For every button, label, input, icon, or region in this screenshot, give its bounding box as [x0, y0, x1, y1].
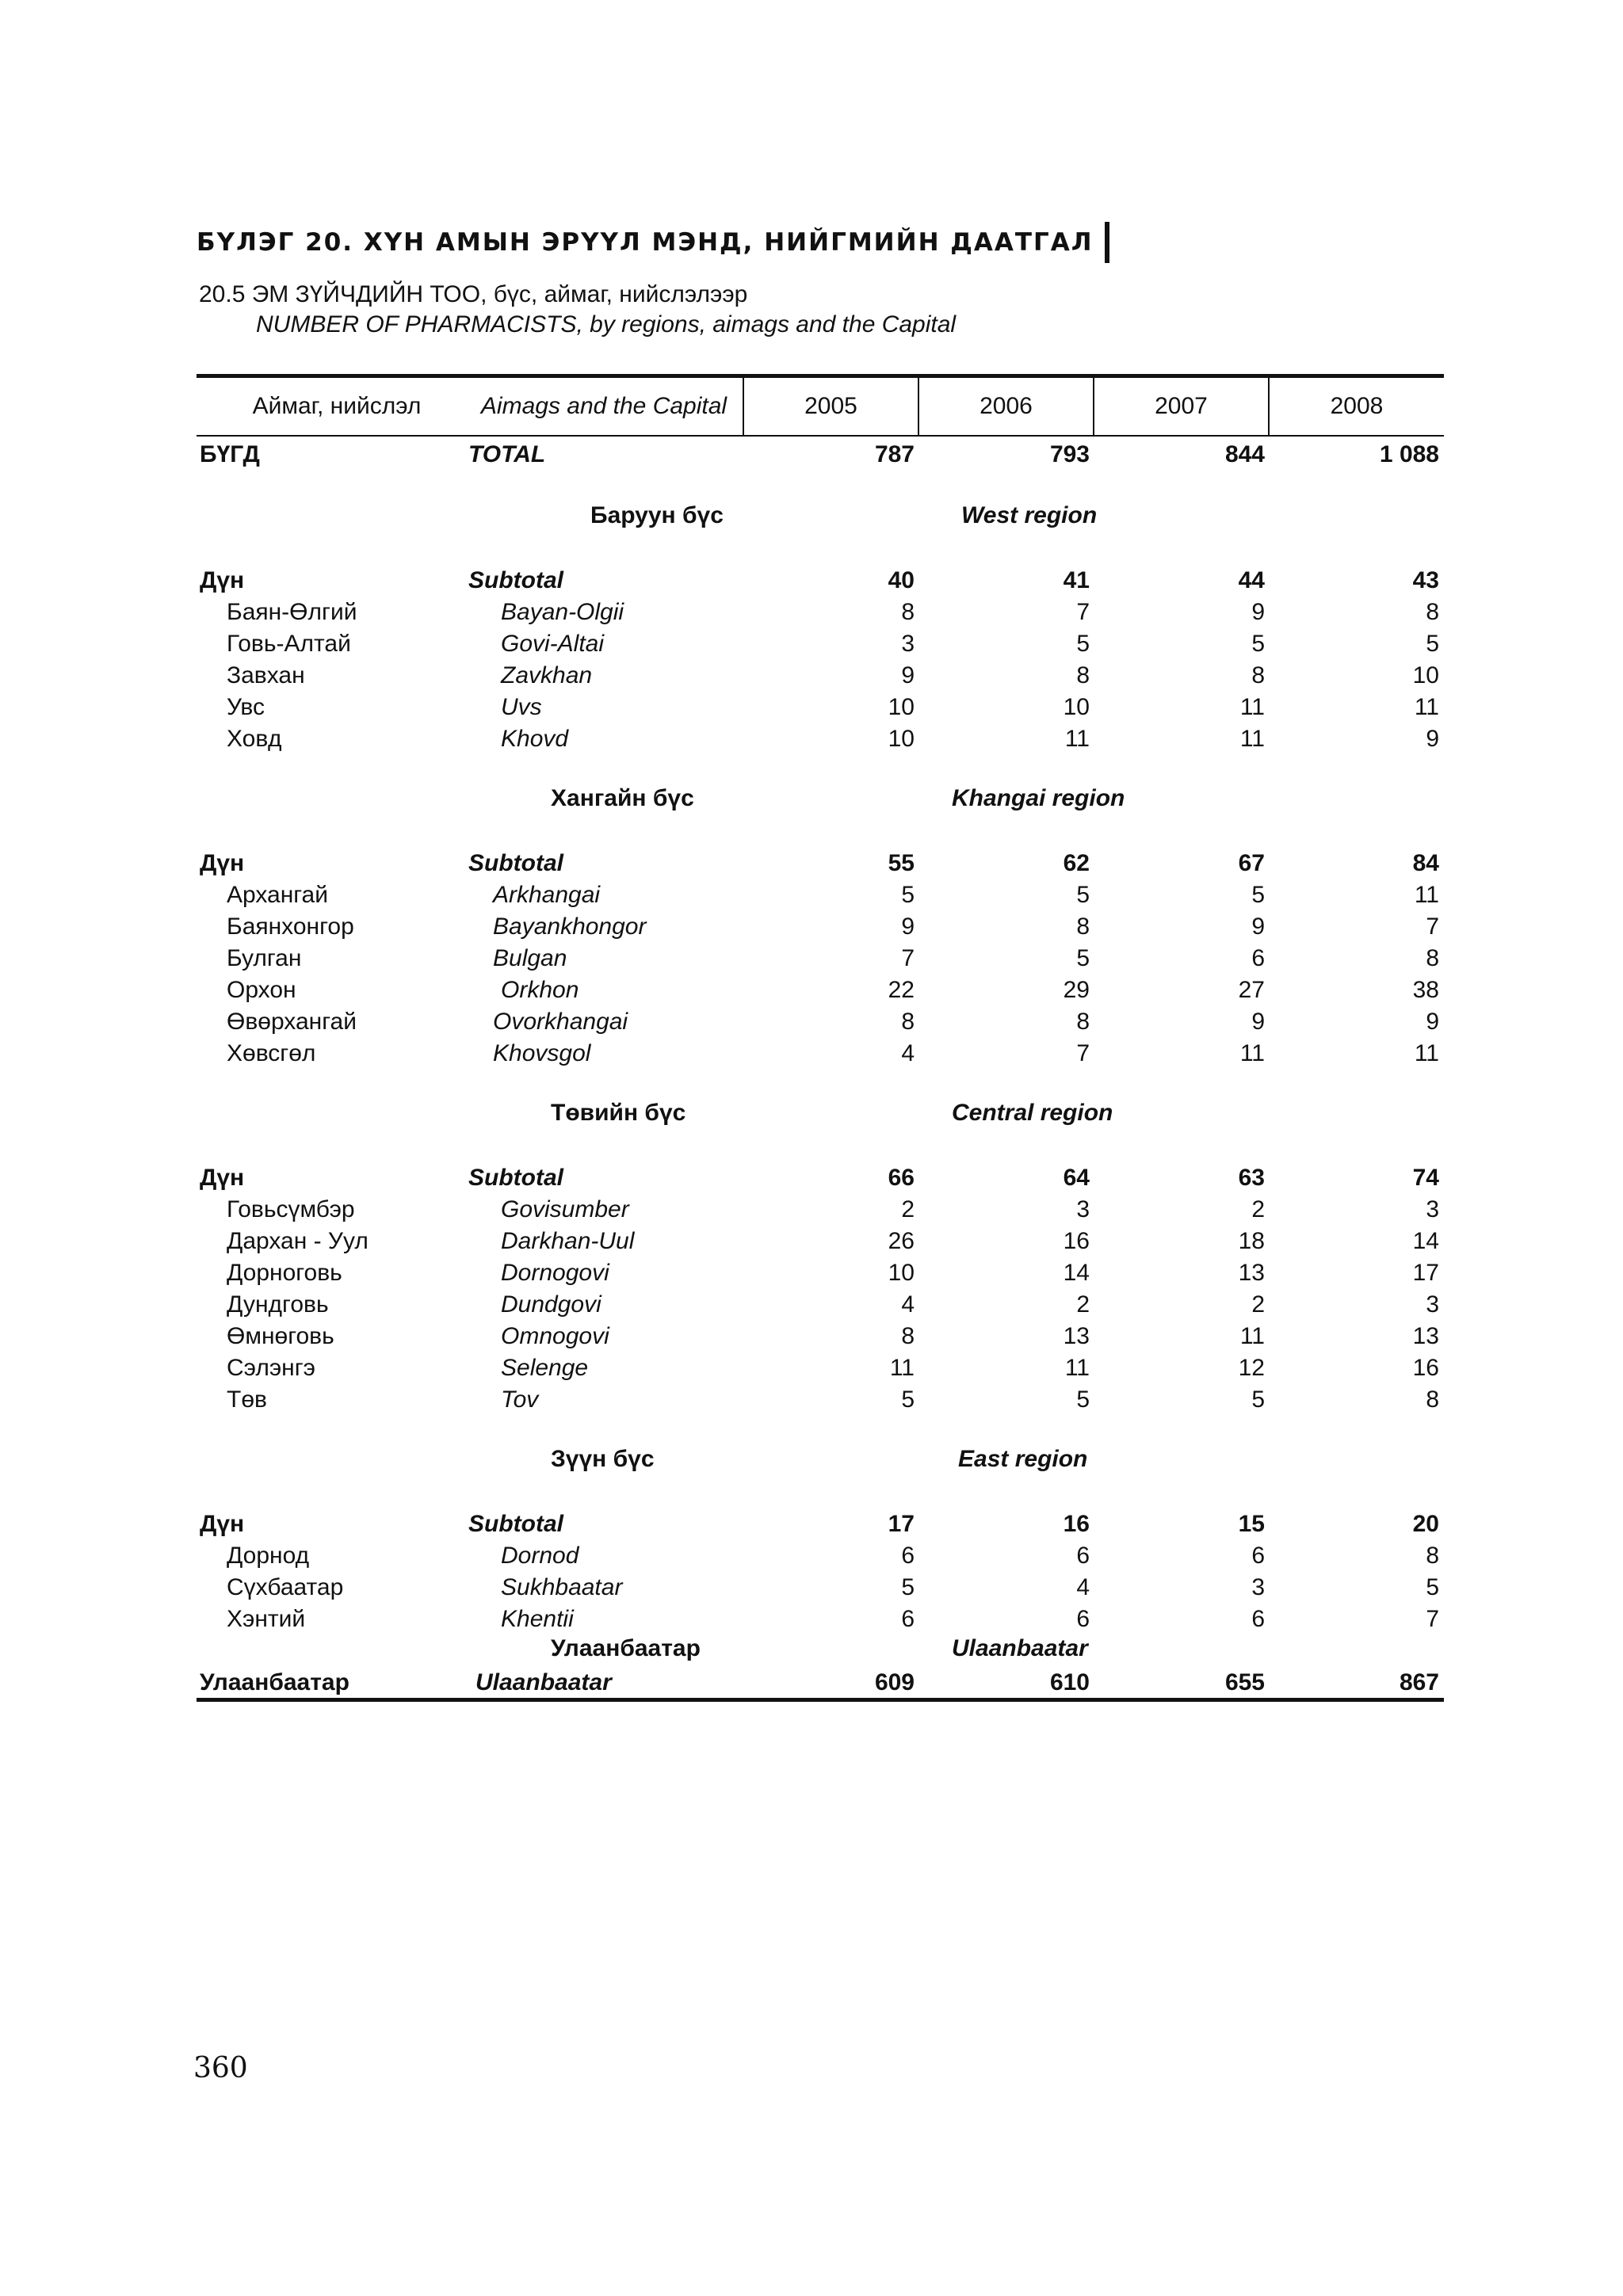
cell-2008: 10 — [1412, 662, 1439, 688]
cell-2008: 3 — [1426, 1291, 1439, 1318]
cell-2008: 43 — [1412, 567, 1439, 593]
row-label-mn: Архангай — [227, 882, 328, 908]
row-label-en: Ovorkhangai — [493, 1009, 628, 1035]
row-label-mn: Увс — [227, 694, 265, 720]
table-row — [197, 974, 1444, 1006]
header-year-2008: 2008 — [1330, 393, 1384, 419]
cell-2006: 14 — [1063, 1260, 1090, 1286]
row-label-en: Selenge — [501, 1355, 589, 1381]
cell-2006: 41 — [1063, 567, 1090, 593]
row-label-en: Khovd — [501, 726, 569, 752]
row-label-en: Ulaanbaatar — [475, 1669, 612, 1695]
table-row — [197, 692, 1444, 723]
row-label-en: Tov — [501, 1386, 539, 1413]
cell-2008: 74 — [1412, 1165, 1439, 1191]
cell-2008: 20 — [1412, 1511, 1439, 1537]
cell-2008: 17 — [1412, 1260, 1439, 1286]
cell-2006: 4 — [1076, 1574, 1090, 1600]
cell-2006: 13 — [1063, 1323, 1090, 1349]
row-label-en: Zavkhan — [501, 662, 593, 688]
cell-2005: 4 — [901, 1291, 915, 1318]
cell-2007: 844 — [1224, 441, 1265, 467]
cell-2007: 6 — [1251, 1606, 1265, 1632]
subtotal-row — [197, 1162, 1444, 1194]
table-row — [197, 1289, 1444, 1321]
chapter-title — [197, 222, 1109, 263]
cell-2005: 609 — [874, 1669, 915, 1695]
row-label-en: Khentii — [501, 1606, 574, 1632]
total-row — [197, 439, 1444, 471]
cell-2006: 8 — [1076, 1009, 1090, 1035]
cell-2005: 3 — [901, 631, 915, 657]
cell-2005: 6 — [901, 1543, 915, 1569]
row-label-mn: Дорноговь — [227, 1260, 342, 1286]
row-label-en: Govisumber — [501, 1196, 629, 1222]
row-label-mn: Өмнөговь — [227, 1323, 334, 1349]
header-col-mn: Аймаг, нийслэл — [252, 393, 422, 419]
cell-2007: 11 — [1239, 1040, 1265, 1066]
row-label-en: Subtotal — [468, 1511, 563, 1537]
region-heading-mn: Баруун бүс — [590, 502, 724, 528]
chapter-title-text: БҮЛЭГ 20. ХҮН АМЫН ЭРҮҮЛ МЭНД, НИЙГМИЙН ДААТГАЛ — [197, 228, 1094, 257]
cell-2005: 9 — [901, 662, 915, 688]
row-label-mn: Дүн — [200, 1511, 245, 1537]
subtotal-row — [197, 565, 1444, 597]
subtotal-row — [197, 1508, 1444, 1540]
row-label-mn: Баян-Өлгий — [227, 599, 357, 625]
cell-2005: 10 — [888, 694, 915, 720]
row-label-mn: Хэнтий — [227, 1606, 306, 1632]
cell-2007: 5 — [1251, 1386, 1265, 1413]
cell-2005: 5 — [901, 1574, 915, 1600]
cell-2006: 8 — [1076, 662, 1090, 688]
cell-2005: 5 — [901, 1386, 915, 1413]
row-label-mn: Сүхбаатар — [227, 1574, 344, 1600]
capital-heading-mn: Улаанбаатар — [551, 1635, 701, 1661]
row-label-en: Subtotal — [468, 567, 563, 593]
row-label-mn: Завхан — [227, 662, 305, 688]
cell-2008: 7 — [1426, 1606, 1439, 1632]
cell-2007: 6 — [1251, 1543, 1265, 1569]
row-label-en: Sukhbaatar — [501, 1574, 623, 1600]
cell-2007: 9 — [1251, 913, 1265, 940]
row-label-en: Dundgovi — [501, 1291, 601, 1318]
table-row — [197, 943, 1444, 974]
table-row — [197, 1540, 1444, 1572]
row-label-mn: Булган — [227, 945, 302, 971]
cell-2007: 2 — [1251, 1196, 1265, 1222]
row-label-en: Khovsgol — [493, 1040, 591, 1066]
cell-2005: 6 — [901, 1606, 915, 1632]
row-label-en: Subtotal — [468, 850, 563, 876]
table-row — [197, 1006, 1444, 1038]
cell-2005: 17 — [888, 1511, 915, 1537]
cell-2006: 10 — [1063, 694, 1090, 720]
row-label-en: Dornogovi — [501, 1260, 609, 1286]
row-label-en: Uvs — [501, 694, 542, 720]
cell-2006: 5 — [1076, 882, 1090, 908]
cell-2008: 84 — [1412, 850, 1439, 876]
cell-2005: 2 — [901, 1196, 915, 1222]
cell-2008: 5 — [1426, 631, 1439, 657]
cell-2008: 8 — [1426, 599, 1439, 625]
row-label-mn: Дархан - Уул — [227, 1228, 369, 1254]
cell-2008: 11 — [1414, 1040, 1439, 1066]
subtotal-row — [197, 848, 1444, 879]
row-label-en: Govi-Altai — [501, 631, 605, 657]
cell-2006: 5 — [1076, 945, 1090, 971]
cell-2008: 9 — [1426, 1009, 1439, 1035]
table-row — [197, 1572, 1444, 1604]
cell-2006: 29 — [1063, 977, 1090, 1003]
row-label-en: Bulgan — [493, 945, 567, 971]
row-label-en: Subtotal — [468, 1165, 563, 1191]
cell-2006: 5 — [1076, 1386, 1090, 1413]
row-label-mn: Дундговь — [227, 1291, 329, 1318]
region-heading-en: Central region — [952, 1100, 1113, 1126]
cell-2007: 11 — [1239, 726, 1265, 752]
row-label-mn: Хөвсгөл — [227, 1040, 316, 1066]
cell-2006: 11 — [1064, 726, 1090, 752]
table-row — [197, 1257, 1444, 1289]
row-label-en: Bayankhongor — [493, 913, 647, 940]
cell-2008: 8 — [1426, 1543, 1439, 1569]
cell-2006: 16 — [1063, 1228, 1090, 1254]
table-row — [197, 723, 1444, 755]
row-label-mn: Өвөрхангай — [227, 1009, 357, 1035]
header-year-2006: 2006 — [980, 393, 1033, 419]
cell-2007: 9 — [1251, 599, 1265, 625]
cell-2007: 5 — [1251, 631, 1265, 657]
cell-2008: 11 — [1414, 694, 1439, 720]
cell-2006: 6 — [1076, 1543, 1090, 1569]
cell-2006: 7 — [1076, 599, 1090, 625]
table-row — [197, 879, 1444, 911]
table-row — [197, 1352, 1444, 1384]
cell-2007: 13 — [1238, 1260, 1265, 1286]
cell-2008: 8 — [1426, 945, 1439, 971]
table-row — [197, 628, 1444, 660]
cell-2006: 7 — [1076, 1040, 1090, 1066]
cell-2008: 8 — [1426, 1386, 1439, 1413]
header-year-2005: 2005 — [804, 393, 857, 419]
cell-2008: 38 — [1412, 977, 1439, 1003]
cell-2008: 867 — [1399, 1669, 1439, 1695]
cell-2006: 16 — [1063, 1511, 1090, 1537]
region-heading-mn: Хангайн бүс — [551, 785, 694, 811]
cell-2006: 3 — [1076, 1196, 1090, 1222]
cell-2007: 3 — [1251, 1574, 1265, 1600]
cell-2007: 67 — [1238, 850, 1265, 876]
cell-2007: 44 — [1238, 567, 1265, 593]
page-number: 360 — [193, 2052, 248, 2084]
cell-2008: 3 — [1426, 1196, 1439, 1222]
row-label-en: Dornod — [501, 1543, 579, 1569]
row-label-mn: Баянхонгор — [227, 913, 354, 940]
cell-2007: 63 — [1238, 1165, 1265, 1191]
table-row — [197, 911, 1444, 943]
cell-2005: 7 — [901, 945, 915, 971]
cell-2006: 64 — [1063, 1165, 1090, 1191]
cell-2005: 787 — [874, 441, 915, 467]
table-row — [197, 1321, 1444, 1352]
cell-2007: 5 — [1251, 882, 1265, 908]
table-title-mn: 20.5 ЭМ ЗҮЙЧДИЙН ТОО, бүс, аймаг, нийслэлээр — [199, 281, 748, 307]
row-label-en: Darkhan-Uul — [501, 1228, 635, 1254]
row-label-mn: Дүн — [200, 850, 245, 876]
cell-2005: 4 — [901, 1040, 915, 1066]
region-heading-mn: Зүүн бүс — [551, 1446, 655, 1472]
row-label-mn: Дүн — [200, 567, 245, 593]
table-row — [197, 1604, 1444, 1635]
capital-row — [197, 1667, 1444, 1699]
cell-2007: 27 — [1238, 977, 1265, 1003]
cell-2006: 62 — [1063, 850, 1090, 876]
row-label-en: TOTAL — [468, 441, 546, 467]
cell-2007: 9 — [1251, 1009, 1265, 1035]
cell-2007: 6 — [1251, 945, 1265, 971]
cell-2005: 9 — [901, 913, 915, 940]
row-label-mn: Улаанбаатар — [200, 1669, 349, 1695]
header-col-en: Aimags and the Capital — [480, 393, 727, 419]
cell-2008: 16 — [1412, 1355, 1439, 1381]
cell-2008: 14 — [1412, 1228, 1439, 1254]
cell-2006: 11 — [1064, 1355, 1090, 1381]
row-label-mn: Дорнод — [227, 1543, 310, 1569]
row-label-mn: Төв — [227, 1386, 267, 1413]
header-year-2007: 2007 — [1155, 393, 1208, 419]
capital-heading-en: Ulaanbaatar — [952, 1635, 1088, 1661]
cell-2007: 11 — [1239, 694, 1265, 720]
cell-2007: 15 — [1238, 1511, 1265, 1537]
cell-2005: 5 — [901, 882, 915, 908]
cell-2005: 26 — [888, 1228, 915, 1254]
row-label-mn: Сэлэнгэ — [227, 1355, 315, 1381]
row-label-en: Omnogovi — [501, 1323, 609, 1349]
region-heading-en: East region — [958, 1446, 1088, 1472]
cell-2005: 22 — [888, 977, 915, 1003]
row-label-mn: Ховд — [227, 726, 282, 752]
table-row — [197, 597, 1444, 628]
cell-2008: 9 — [1426, 726, 1439, 752]
row-label-mn: Говьсүмбэр — [227, 1196, 355, 1222]
table-title-en: NUMBER OF PHARMACISTS, by regions, aimags and the Capital — [256, 311, 957, 338]
row-label-mn: БҮГД — [200, 441, 260, 467]
cell-2008: 5 — [1426, 1574, 1439, 1600]
table-row — [197, 1038, 1444, 1070]
table-bottom-rule — [197, 1698, 1444, 1702]
row-label-mn: Орхон — [227, 977, 296, 1003]
cell-2006: 8 — [1076, 913, 1090, 940]
row-label-en: Arkhangai — [493, 882, 601, 908]
row-label-mn: Дүн — [200, 1165, 245, 1191]
table-row — [197, 1226, 1444, 1257]
cell-2007: 12 — [1238, 1355, 1265, 1381]
cell-2008: 11 — [1414, 882, 1439, 908]
cell-2007: 18 — [1238, 1228, 1265, 1254]
cell-2007: 655 — [1224, 1669, 1265, 1695]
cell-2008: 13 — [1412, 1323, 1439, 1349]
cell-2006: 793 — [1049, 441, 1090, 467]
row-label-en: Bayan-Olgii — [501, 599, 624, 625]
cell-2007: 11 — [1239, 1323, 1265, 1349]
table-row — [197, 1194, 1444, 1226]
row-label-en: Orkhon — [501, 977, 579, 1003]
cell-2006: 2 — [1076, 1291, 1090, 1318]
cell-2008: 1 088 — [1379, 441, 1439, 467]
region-heading-mn: Төвийн бүс — [551, 1100, 686, 1126]
cell-2005: 66 — [888, 1165, 915, 1191]
row-label-mn: Говь-Алтай — [227, 631, 351, 657]
cell-2006: 6 — [1076, 1606, 1090, 1632]
cell-2006: 5 — [1076, 631, 1090, 657]
region-heading-en: West region — [961, 502, 1098, 528]
cell-2005: 10 — [888, 1260, 915, 1286]
cell-2005: 8 — [901, 1323, 915, 1349]
table-row — [197, 1384, 1444, 1416]
cell-2007: 2 — [1251, 1291, 1265, 1318]
cell-2005: 8 — [901, 599, 915, 625]
table-row — [197, 660, 1444, 692]
cell-2008: 7 — [1426, 913, 1439, 940]
cell-2005: 8 — [901, 1009, 915, 1035]
cell-2006: 610 — [1049, 1669, 1090, 1695]
cell-2005: 55 — [888, 850, 915, 876]
cell-2005: 10 — [888, 726, 915, 752]
chapter-title-bar — [1105, 222, 1109, 263]
region-heading-en: Khangai region — [952, 785, 1125, 811]
cell-2005: 11 — [889, 1355, 915, 1381]
cell-2007: 8 — [1251, 662, 1265, 688]
cell-2005: 40 — [888, 567, 915, 593]
